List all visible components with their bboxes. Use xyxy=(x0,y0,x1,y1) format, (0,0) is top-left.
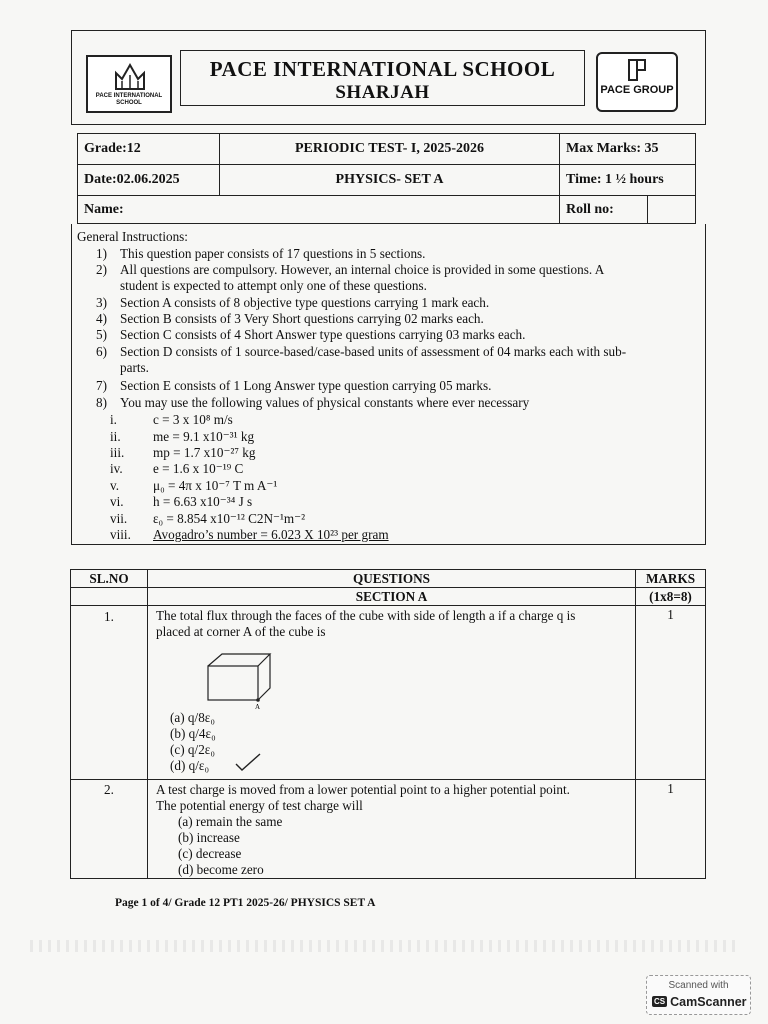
school-city: SHARJAH xyxy=(335,82,430,103)
constant-item: ii. me = 9.1 x10⁻³¹ kg xyxy=(110,429,255,444)
option: (a) q/8ε₀ xyxy=(170,710,215,725)
scanned-with-text: Scanned with xyxy=(668,980,729,991)
option: (b) q/4ε₀ xyxy=(170,726,216,741)
instruction-item: 5) Section C consists of 4 Short Answer type questions carrying 03 marks each. xyxy=(96,327,526,342)
page-footer: Page 1 of 4/ Grade 12 PT1 2025-26/ PHYSICS SET A xyxy=(115,897,376,909)
option: (d) become zero xyxy=(178,862,264,877)
option: (a) remain the same xyxy=(178,814,283,829)
question-cell xyxy=(148,606,636,780)
option: (c) q/2ε₀ xyxy=(170,742,215,757)
school-logo-text: PACE INTERNATIONAL SCHOOL xyxy=(95,93,163,106)
col-header-slno: SL.NO xyxy=(71,570,148,588)
test-title-cell: PERIODIC TEST- I, 2025-2026 xyxy=(220,134,560,165)
instruction-item: 3) Section A consists of 8 objective type questions carrying 1 mark each. xyxy=(96,295,490,310)
instruction-item: parts. xyxy=(120,360,149,375)
section-title: SECTION A xyxy=(148,588,636,606)
section-marks: (1x8=8) xyxy=(636,588,706,606)
roll-value-cell xyxy=(648,196,696,224)
option: (d) q/ε₀ xyxy=(156,758,631,774)
subject-cell: PHYSICS- SET A xyxy=(220,165,560,196)
constant-item: iv. e = 1.6 x 10⁻¹⁹ C xyxy=(110,461,244,476)
scan-noise xyxy=(30,940,740,952)
question-text: A test charge is moved from a lower potential point to a higher potential point. xyxy=(156,782,570,797)
question-text: placed at corner A of the cube is xyxy=(156,624,326,639)
pace-group-icon xyxy=(626,58,650,82)
checkmark-icon xyxy=(234,752,262,772)
instruction-item: 8) You may use the following values of physical constants where ever necessary xyxy=(96,395,530,410)
question-number: 2. xyxy=(71,780,148,879)
question-text: The total flux through the faces of the cube with side of length a if a charge q is xyxy=(156,608,576,623)
camscanner-icon: CS xyxy=(654,997,666,1006)
col-header-questions: QUESTIONS xyxy=(148,570,636,588)
name-cell: Name: xyxy=(78,196,560,224)
group-logo-text: PACE GROUP xyxy=(600,84,674,96)
group-logo xyxy=(596,52,678,112)
constant-item: viii. Avogadro’s number = 6.023 X 10²³ per gram xyxy=(110,527,389,542)
roll-label-cell: Roll no: xyxy=(560,196,648,224)
table-row xyxy=(71,606,706,780)
question-marks: 1 xyxy=(636,780,706,879)
option: (c) decrease xyxy=(178,846,242,861)
table-row xyxy=(71,780,706,879)
instruction-item: 2) All questions are compulsory. However, an internal choice is provided in some questions. A xyxy=(96,262,605,277)
max-marks-cell: Max Marks: 35 xyxy=(560,134,696,165)
instruction-item: student is expected to attempt only one of these questions. xyxy=(120,278,427,293)
constant-item: vi. h = 6.63 x10⁻³⁴ J s xyxy=(110,494,253,509)
cube-figure xyxy=(204,650,284,710)
grade-cell: Grade:12 xyxy=(78,134,220,165)
instruction-item: 6) Section D consists of 1 source-based/case-based units of assessment of 04 marks each with sub- xyxy=(96,344,627,359)
constant-item: iii. mp = 1.7 x10⁻²⁷ kg xyxy=(110,445,256,460)
instruction-item: 1) This question paper consists of 17 questions in 5 sections. xyxy=(96,246,426,261)
option: (b) increase xyxy=(178,830,240,845)
constant-item: i. c = 3 x 10⁸ m/s xyxy=(110,412,233,427)
cube-corner-label: A xyxy=(255,703,261,710)
school-name: PACE INTERNATIONAL SCHOOL xyxy=(209,57,556,81)
time-cell: Time: 1 ½ hours xyxy=(560,165,696,196)
date-cell: Date:02.06.2025 xyxy=(78,165,220,196)
camscanner-brand: CS CamScanner xyxy=(654,995,747,1009)
instruction-item: 7) Section E consists of 1 Long Answer type question carrying 05 marks. xyxy=(96,378,492,393)
constant-item: vii. ε₀ = 8.854 x10⁻¹² C2N⁻¹m⁻² xyxy=(110,511,306,526)
question-number: 1. xyxy=(71,606,148,780)
camscanner-watermark xyxy=(646,975,751,1015)
constant-item: v. μ₀ = 4π x 10⁻⁷ T m A⁻¹ xyxy=(110,478,278,493)
question-text: The potential energy of test charge will xyxy=(156,798,363,813)
question-cell xyxy=(148,780,636,879)
question-marks: 1 xyxy=(636,606,706,780)
school-title-box xyxy=(180,50,585,106)
crown-icon xyxy=(110,61,150,91)
exam-info-table xyxy=(77,133,696,224)
instructions-title: General Instructions: xyxy=(77,229,188,244)
col-header-marks: MARKS xyxy=(636,570,706,588)
school-logo xyxy=(86,55,172,113)
questions-table xyxy=(70,569,706,879)
instruction-item: 4) Section B consists of 3 Very Short questions carrying 02 marks each. xyxy=(96,311,484,326)
